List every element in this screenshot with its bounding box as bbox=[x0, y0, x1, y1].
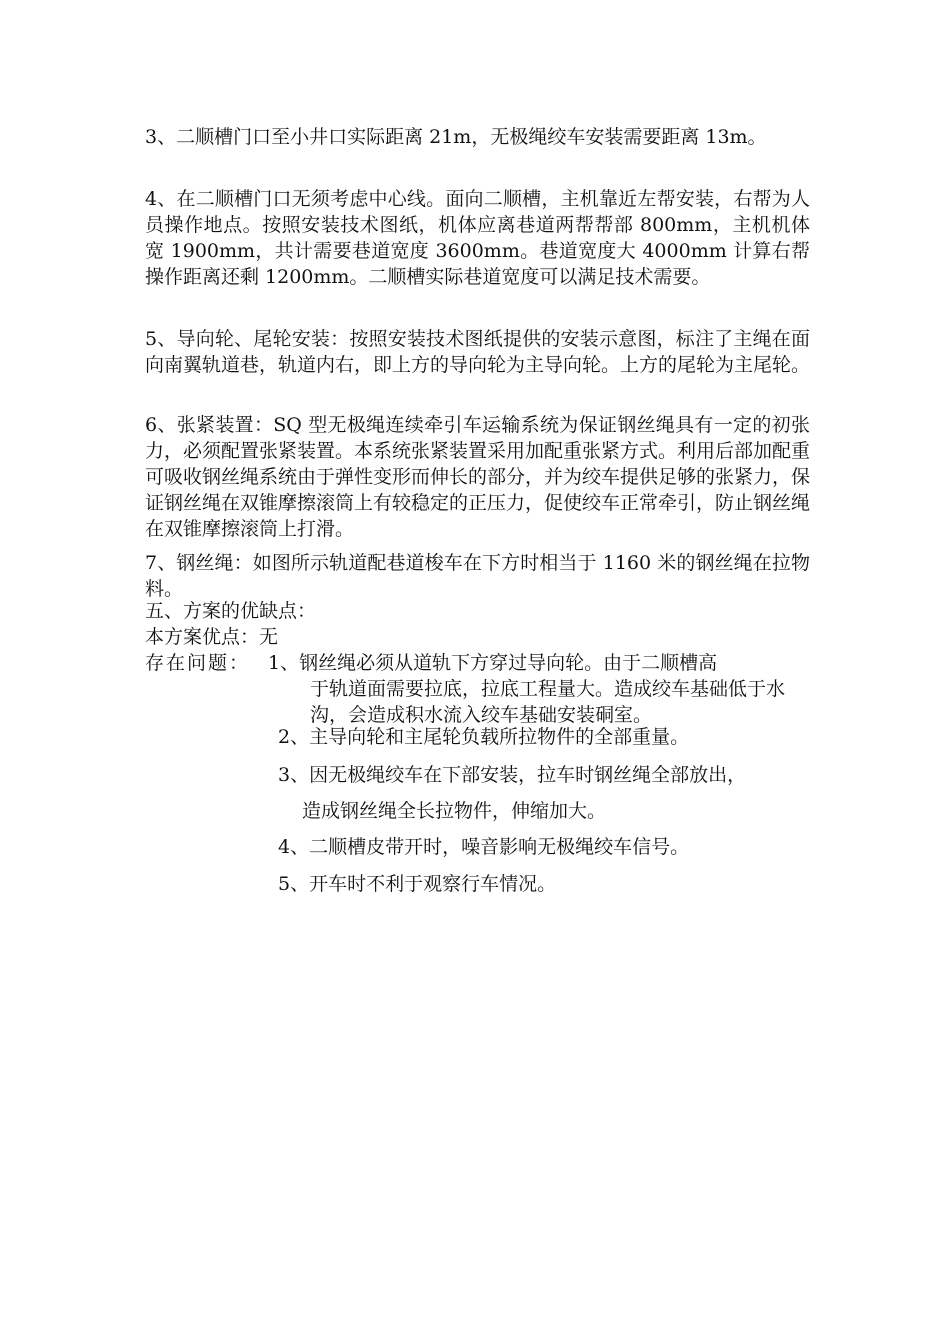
issue-2: 2、主导向轮和主尾轮负载所拉物件的全部重量。 bbox=[278, 726, 690, 748]
section-heading: 五、方案的优缺点： bbox=[145, 600, 317, 622]
paragraph-distance: 3、二顺槽门口至小井口实际距离 21m，无极绳绞车安装需要距离 13m。 bbox=[145, 126, 767, 148]
issue-4: 4、二顺槽皮带开时，噪音影响无极绳绞车信号。 bbox=[278, 836, 690, 858]
paragraph-wire-rope: 7、钢丝绳：如图所示轨道配巷道梭车在下方时相当于 1160 米的钢丝绳在拉物料。 bbox=[145, 552, 810, 600]
paragraph-guide-wheel: 5、导向轮、尾轮安装：按照安装技术图纸提供的安装示意图，标注了主绳在面向南翼轨道巷，轨道内右，即上方的导向轮为主导向轮。上方的尾轮为主尾轮。 bbox=[145, 328, 811, 376]
issue-3-first-line: 3、因无极绳绞车在下部安装，拉车时钢丝绳全部放出， bbox=[278, 764, 747, 786]
issues-label: 存在问题： bbox=[145, 652, 251, 674]
paragraph-main-unit-installation: 4、在二顺槽门口无须考虑中心线。面向二顺槽，主机靠近左帮安装，右帮为人员操作地点。按照安装技术图纸，机体应离巷道两帮帮部 800mm，主机机体宽 1900mm，共计需要巷道宽度 3600mm。巷道宽度大 4000mm 计算右帮操作距离还剩 1200mm。二顺槽实际巷道宽度可以满足技术需要。 bbox=[145, 188, 810, 288]
advantages-line: 本方案优点：无 bbox=[145, 626, 279, 648]
issue-5: 5、开车时不利于观察行车情况。 bbox=[278, 873, 557, 895]
issue-1-continuation: 于轨道面需要拉底，拉底工程量大。造成绞车基础低于水沟，会造成积水流入绞车基础安装硐室。 bbox=[310, 678, 786, 726]
paragraph-tensioning-device: 6、张紧装置：SQ 型无极绳连续牵引车运输系统为保证钢丝绳具有一定的初张力，必须配置张紧装置。本系统张紧装置采用加配重张紧方式。利用后部加配重可吸收钢丝绳系统由于弹性变形而伸长的部分，并为绞车提供足够的张紧力，保证钢丝绳在双锥摩擦滚筒上有较稳定的正压力，促使绞车正常牵引，防止钢丝绳在双锥摩擦滚筒上打滑。 bbox=[145, 414, 811, 540]
issue-3-second-line: 造成钢丝绳全长拉物件，伸缩加大。 bbox=[302, 800, 607, 822]
issue-1-first-line: 1、钢丝绳必须从道轨下方穿过导向轮。由于二顺槽高 bbox=[268, 652, 718, 674]
